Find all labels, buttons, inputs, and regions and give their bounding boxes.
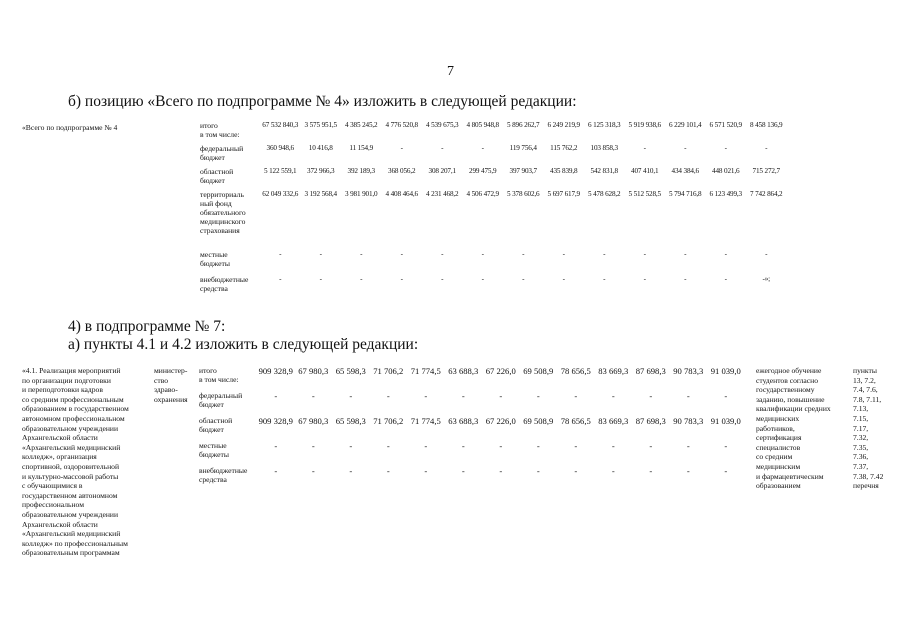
value-cell: - bbox=[684, 250, 687, 258]
value-cell: 6 125 318,3 bbox=[588, 121, 621, 129]
value-cell: - bbox=[536, 441, 540, 451]
value-cell: 392 189,3 bbox=[347, 167, 375, 175]
value-cell: - bbox=[536, 466, 540, 476]
row-label: местные бюджеты bbox=[199, 441, 229, 459]
value-cell: - bbox=[649, 391, 653, 401]
row-label: внебюджетные средства bbox=[199, 466, 248, 484]
value-cell: 5 794 716,8 bbox=[669, 190, 702, 198]
value-cell: - bbox=[724, 275, 727, 283]
value-cell: 71 774,5 bbox=[410, 416, 441, 426]
value-cell: - bbox=[481, 144, 484, 152]
value-cell: 372 966,3 bbox=[307, 167, 335, 175]
value-cell: 83 669,3 bbox=[598, 416, 629, 426]
value-cell: 3 575 951,5 bbox=[304, 121, 337, 129]
value-cell: 78 656,5 bbox=[560, 416, 591, 426]
value-cell: 448 021,6 bbox=[712, 167, 740, 175]
value-cell: 65 598,3 bbox=[335, 366, 366, 376]
value-cell: 6 571 520,9 bbox=[709, 121, 742, 129]
value-cell: 5 122 559,1 bbox=[264, 167, 297, 175]
value-cell: 67 226,0 bbox=[485, 366, 516, 376]
value-cell: - bbox=[400, 250, 403, 258]
value-cell: - bbox=[481, 250, 484, 258]
value-cell: 542 831,8 bbox=[590, 167, 618, 175]
page-number: 7 bbox=[447, 64, 454, 79]
table1-title: «Всего по подпрограмме № 4 bbox=[22, 123, 118, 132]
value-cell: - bbox=[386, 391, 390, 401]
value-cell: 6 249 219,9 bbox=[547, 121, 580, 129]
value-cell: 5 896 262,7 bbox=[507, 121, 540, 129]
value-cell: - bbox=[274, 391, 278, 401]
value-cell: - bbox=[765, 250, 768, 258]
heading-b: б) позицию «Всего по подпрограмме № 4» изложить в следующей редакции: bbox=[68, 93, 577, 110]
executor-text: министер- ство здраво- охранения bbox=[154, 366, 188, 404]
value-cell: - bbox=[724, 391, 728, 401]
value-cell: 4 506 472,9 bbox=[466, 190, 499, 198]
heading-a: а) пункты 4.1 и 4.2 изложить в следующей редакции: bbox=[68, 336, 419, 353]
value-cell: - bbox=[611, 391, 615, 401]
value-cell: 909 328,9 bbox=[258, 366, 293, 376]
value-cell: - bbox=[686, 441, 690, 451]
value-cell: 434 384,6 bbox=[671, 167, 699, 175]
value-cell: 11 154,9 bbox=[349, 144, 374, 152]
value-cell: - bbox=[536, 391, 540, 401]
value-cell: 5 478 628,2 bbox=[588, 190, 621, 198]
value-cell: - bbox=[461, 441, 465, 451]
value-cell: - bbox=[686, 466, 690, 476]
value-cell: - bbox=[319, 275, 322, 283]
value-cell: 7 742 864,2 bbox=[750, 190, 783, 198]
value-cell: - bbox=[574, 466, 578, 476]
value-cell: - bbox=[400, 275, 403, 283]
value-cell: 69 508,9 bbox=[523, 366, 554, 376]
row-label: территориаль ный фонд обязательного медицинского страхования bbox=[200, 190, 246, 235]
value-cell: 360 948,6 bbox=[266, 144, 294, 152]
value-cell: - bbox=[574, 391, 578, 401]
value-cell: 71 706,2 bbox=[373, 366, 404, 376]
value-cell: 435 839,8 bbox=[550, 167, 578, 175]
value-cell: 103 858,3 bbox=[590, 144, 618, 152]
value-cell: - bbox=[424, 391, 428, 401]
value-cell: 715 272,7 bbox=[752, 167, 780, 175]
value-cell: - bbox=[360, 275, 363, 283]
value-cell: 4 805 948,8 bbox=[466, 121, 499, 129]
value-cell: - bbox=[319, 250, 322, 258]
value-cell: - bbox=[311, 391, 315, 401]
value-cell: - bbox=[643, 250, 646, 258]
value-cell: - bbox=[400, 144, 403, 152]
value-cell: 90 783,3 bbox=[673, 366, 704, 376]
value-cell: - bbox=[349, 441, 353, 451]
value-cell: - bbox=[349, 391, 353, 401]
value-cell: 78 656,5 bbox=[560, 366, 591, 376]
value-cell: 5 512 528,5 bbox=[628, 190, 661, 198]
heading-4: 4) в подпрограмме № 7: bbox=[68, 318, 226, 335]
value-cell: - bbox=[461, 391, 465, 401]
value-cell: - bbox=[765, 144, 768, 152]
value-cell: 63 688,3 bbox=[448, 416, 479, 426]
value-cell: - bbox=[724, 466, 728, 476]
value-cell: - bbox=[724, 441, 728, 451]
value-cell: - bbox=[386, 441, 390, 451]
value-cell: 4 231 468,2 bbox=[426, 190, 459, 198]
value-cell: - bbox=[611, 441, 615, 451]
value-cell: 87 698,3 bbox=[635, 366, 666, 376]
value-cell: - bbox=[311, 441, 315, 451]
value-cell: - bbox=[574, 441, 578, 451]
value-cell: 10 416,8 bbox=[308, 144, 333, 152]
row-label: областной бюджет bbox=[199, 416, 233, 434]
value-cell: - bbox=[611, 466, 615, 476]
value-cell: - bbox=[686, 391, 690, 401]
value-cell: - bbox=[311, 466, 315, 476]
value-cell: - bbox=[522, 250, 525, 258]
value-cell: - bbox=[562, 250, 565, 258]
value-cell: - bbox=[279, 250, 282, 258]
value-cell: - bbox=[441, 144, 444, 152]
row-label: областной бюджет bbox=[200, 167, 234, 185]
value-cell: 91 039,0 bbox=[710, 366, 741, 376]
value-cell: - bbox=[274, 441, 278, 451]
value-cell: 62 049 332,6 bbox=[262, 190, 299, 198]
value-cell: 397 903,7 bbox=[509, 167, 537, 175]
row-label: итого в том числе: bbox=[200, 121, 240, 139]
value-cell: - bbox=[424, 441, 428, 451]
indicators-text: пункты 13, 7.2, 7.4, 7.6, 7.8, 7.11, 7.13, 7.15, 7.17, 7.32, 7.35, 7.36, 7.37, 7.38, 7.42 перечня bbox=[853, 366, 884, 491]
value-cell: - bbox=[279, 275, 282, 283]
row-label: федеральный бюджет bbox=[200, 144, 244, 162]
value-cell: - bbox=[603, 250, 606, 258]
value-cell: 91 039,0 bbox=[710, 416, 741, 426]
value-cell: - bbox=[649, 441, 653, 451]
value-cell: - bbox=[649, 466, 653, 476]
value-cell: 5 378 602,6 bbox=[507, 190, 540, 198]
value-cell: 119 756,4 bbox=[509, 144, 537, 152]
value-cell: - bbox=[643, 144, 646, 152]
value-cell: - bbox=[349, 466, 353, 476]
item-4-1-text: «4.1. Реализация мероприятий по организации подготовки и переподготовки кадров со средним профессиональным образованием в государственном автономном профессиональном образовательном учреждении Архангельской области «Архангельский медицинский колледж», организация спортивной, оздоровительной и культурно-массовой работы с обучающимися в государственном автономном профессиональном образовательном учреждении Архангельской области «Архангельский медицинский колледж» по профессиональным образовательным программам bbox=[22, 366, 129, 558]
value-cell: - bbox=[360, 250, 363, 258]
value-cell: 4 539 675,3 bbox=[426, 121, 459, 129]
value-cell: - bbox=[441, 275, 444, 283]
value-cell: - bbox=[684, 275, 687, 283]
value-cell: - bbox=[461, 466, 465, 476]
value-cell: 5 697 617,9 bbox=[547, 190, 580, 198]
value-cell: -»; bbox=[762, 275, 771, 283]
value-cell: 69 508,9 bbox=[523, 416, 554, 426]
value-cell: 6 123 499,3 bbox=[709, 190, 742, 198]
value-cell: - bbox=[481, 275, 484, 283]
value-cell: 8 458 136,9 bbox=[750, 121, 783, 129]
value-cell: - bbox=[499, 466, 503, 476]
value-cell: 4 385 245,2 bbox=[345, 121, 378, 129]
value-cell: 71 774,5 bbox=[410, 366, 441, 376]
row-label: федеральный бюджет bbox=[199, 391, 243, 409]
value-cell: 3 192 568,4 bbox=[304, 190, 337, 198]
value-cell: - bbox=[643, 275, 646, 283]
value-cell: 90 783,3 bbox=[673, 416, 704, 426]
value-cell: 5 919 938,6 bbox=[628, 121, 661, 129]
value-cell: - bbox=[386, 466, 390, 476]
value-cell: 67 532 840,3 bbox=[262, 121, 299, 129]
row-label: местные бюджеты bbox=[200, 250, 230, 268]
value-cell: 407 410,1 bbox=[631, 167, 659, 175]
value-cell: 308 207,1 bbox=[428, 167, 456, 175]
value-cell: 368 056,2 bbox=[388, 167, 416, 175]
value-cell: - bbox=[522, 275, 525, 283]
value-cell: - bbox=[499, 391, 503, 401]
value-cell: 115 762,2 bbox=[550, 144, 578, 152]
value-cell: - bbox=[724, 144, 727, 152]
value-cell: 3 981 901,0 bbox=[345, 190, 378, 198]
value-cell: 4 408 464,6 bbox=[385, 190, 418, 198]
value-cell: - bbox=[724, 250, 727, 258]
value-cell: 67 226,0 bbox=[485, 416, 516, 426]
value-cell: - bbox=[684, 144, 687, 152]
value-cell: - bbox=[424, 466, 428, 476]
value-cell: 67 980,3 bbox=[298, 416, 329, 426]
value-cell: 4 776 520,8 bbox=[385, 121, 418, 129]
value-cell: - bbox=[562, 275, 565, 283]
value-cell: 63 688,3 bbox=[448, 366, 479, 376]
value-cell: 83 669,3 bbox=[598, 366, 629, 376]
value-cell: 71 706,2 bbox=[373, 416, 404, 426]
row-label: внебюджетные средства bbox=[200, 275, 249, 293]
row-label: итого в том числе: bbox=[199, 366, 239, 384]
value-cell: - bbox=[603, 275, 606, 283]
value-cell: 6 229 101,4 bbox=[669, 121, 702, 129]
value-cell: 67 980,3 bbox=[298, 366, 329, 376]
value-cell: - bbox=[499, 441, 503, 451]
value-cell: - bbox=[441, 250, 444, 258]
value-cell: 909 328,9 bbox=[258, 416, 293, 426]
value-cell: 65 598,3 bbox=[335, 416, 366, 426]
value-cell: 299 475,9 bbox=[469, 167, 497, 175]
result-text: ежегодное обучение студентов согласно государственному заданию, повышение квалификации средних медицинских работников, сертификация специалистов со средним медицинским и фармацевтическим образованием bbox=[756, 366, 831, 491]
value-cell: - bbox=[274, 466, 278, 476]
value-cell: 87 698,3 bbox=[635, 416, 666, 426]
